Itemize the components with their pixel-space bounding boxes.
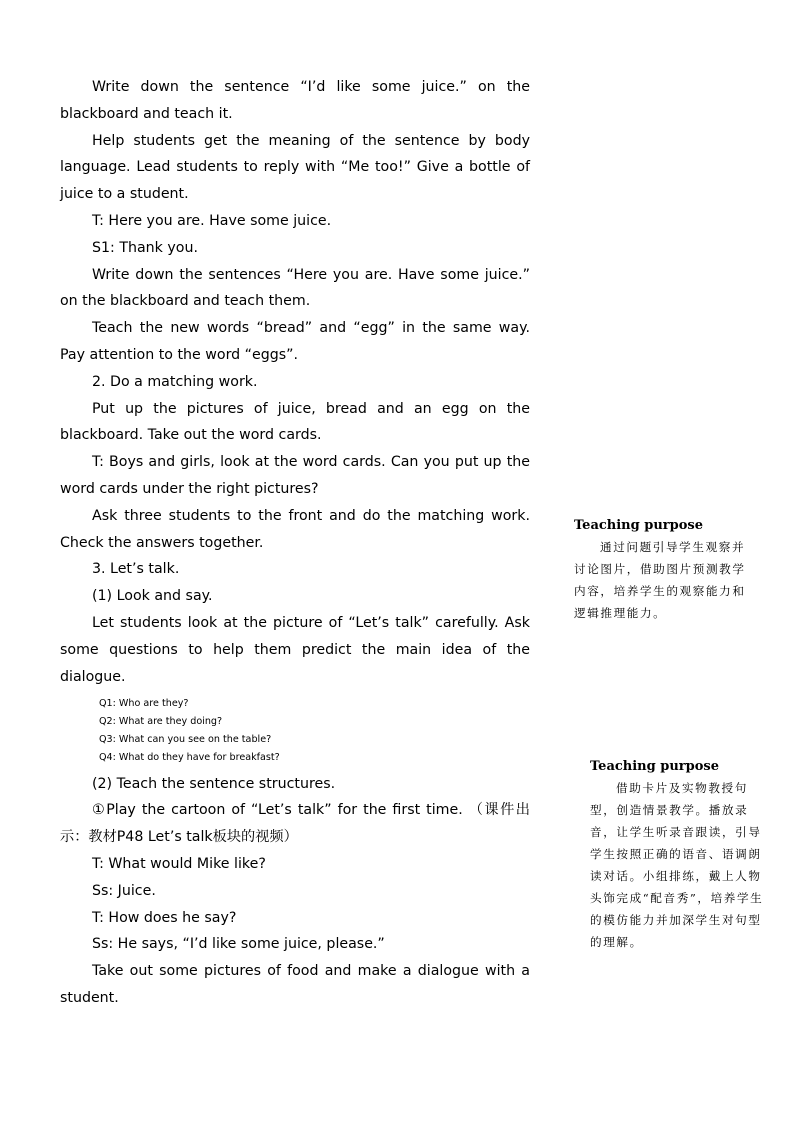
step-heading: 3. Let’s talk. bbox=[92, 561, 180, 578]
question-item: Q4: What do they have for breakfast? bbox=[99, 751, 280, 763]
question-item: Q1: Who are they? bbox=[99, 698, 189, 710]
sidenote-teaching-purpose-2 bbox=[590, 757, 765, 953]
sidenote-body: 借助卡片及实物教授句型，创造情景教学。播放录音，让学生听录音跟读，引导学生按照正确的语音、语调朗读对话。小组排练，戴上人物头饰完成“配音秀”，培养学生的模仿能力并加深学生对句型的理解。 bbox=[590, 781, 764, 949]
sidenote-heading: Teaching purpose bbox=[590, 759, 719, 774]
sub-step-heading: (2) Teach the sentence structures. bbox=[92, 775, 336, 792]
paragraph: Teach the new words “bread” and “egg” in the same way. Pay attention to the word “eggs”. bbox=[60, 320, 530, 363]
sidenote-teaching-purpose-1 bbox=[574, 516, 749, 624]
paragraph: Write down the sentence “I’d like some juice.” on the blackboard and teach it. bbox=[60, 79, 530, 122]
paragraph: Put up the pictures of juice, bread and an egg on the blackboard. Take out the word cards. bbox=[60, 400, 530, 444]
paragraph: Take out some pictures of food and make a dialogue with a student. bbox=[60, 963, 530, 1006]
step-heading: 2. Do a matching work. bbox=[92, 373, 258, 390]
paragraph: Ask three students to the front and do the matching work. Check the answers together. bbox=[60, 507, 530, 551]
lesson-body bbox=[60, 74, 530, 1012]
sidenote-heading: Teaching purpose bbox=[574, 518, 703, 533]
paragraph: ①Play the cartoon of “Let’s talk” for the first time. （课件出示：教材P48 Let’s talk板块的视频） bbox=[60, 802, 530, 846]
paragraph: Let students look at the picture of “Let’s talk” carefully. Ask some questions to help them predict the main idea of the dialogue. bbox=[60, 614, 530, 685]
sidenote-body: 通过问题引导学生观察并讨论图片，借助图片预测教学内容，培养学生的观察能力和逻辑推理能力。 bbox=[574, 540, 746, 620]
dialogue-line: Ss: He says, “I’d like some juice, please.” bbox=[92, 936, 385, 953]
paragraph: Help students get the meaning of the sentence by body language. Lead students to reply with “Me too!” Give a bottle of juice to a student. bbox=[60, 132, 530, 203]
sub-step-heading: (1) Look and say. bbox=[92, 588, 213, 605]
dialogue-line: S1: Thank you. bbox=[92, 239, 198, 256]
question-list bbox=[60, 695, 530, 766]
dialogue-line: T: What would Mike like? bbox=[92, 855, 266, 872]
dialogue-line: T: How does he say? bbox=[92, 909, 237, 926]
paragraph: Write down the sentences “Here you are. Have some juice.” on the blackboard and teach them. bbox=[60, 266, 530, 310]
question-item: Q3: What can you see on the table? bbox=[99, 733, 272, 745]
dialogue-line: T: Here you are. Have some juice. bbox=[92, 212, 332, 229]
question-item: Q2: What are they doing? bbox=[99, 716, 223, 728]
dialogue-line: T: Boys and girls, look at the word cards. Can you put up the word cards under the right pictures? bbox=[60, 454, 530, 497]
dialogue-line: Ss: Juice. bbox=[92, 882, 156, 899]
